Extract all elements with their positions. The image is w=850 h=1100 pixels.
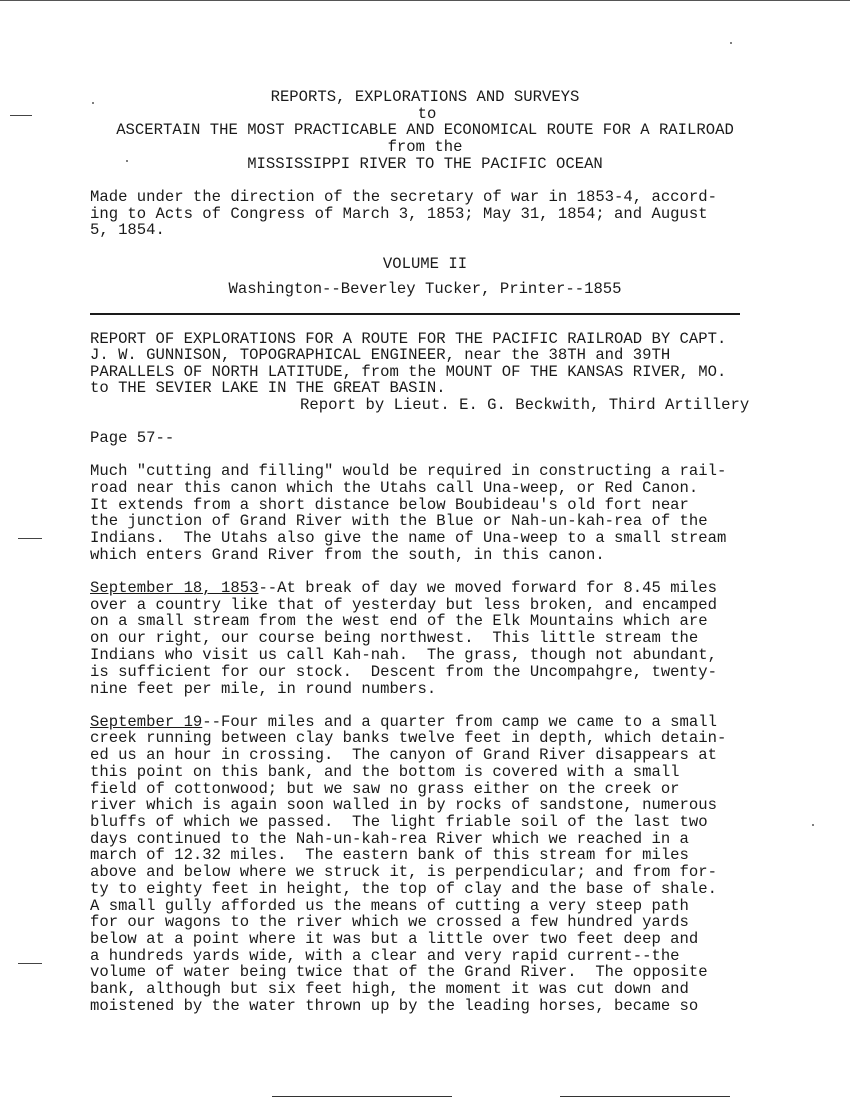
body-line: bluffs of which we passed. The light friable soil of the last two — [90, 813, 708, 831]
entry-date: September 19 — [90, 713, 203, 731]
body-line: ty to eighty feet in height, the top of clay and the base of shale. — [90, 880, 717, 898]
scan-bottom-mark — [272, 1096, 452, 1097]
body-line: Indians. The Utahs also give the name of Una-weep to a small stream — [90, 529, 727, 547]
scan-speck — [126, 160, 128, 162]
body-line: days continued to the Nah-un-kah-rea River which we reached in a — [90, 830, 689, 848]
scan-top-edge — [0, 0, 850, 1]
title-line-5: MISSISSIPPI RIVER TO THE PACIFIC OCEAN — [247, 155, 603, 173]
body-line: field of cottonwood; but we saw no grass either on the creek or — [90, 780, 680, 798]
scan-speck — [812, 824, 814, 826]
body-line: which enters Grand River from the south, in this canon. — [90, 546, 605, 564]
body-line: march of 12.32 miles. The eastern bank of this stream for miles — [90, 846, 689, 864]
body-line: creek running between clay banks twelve feet in depth, which detain- — [90, 729, 727, 747]
body-line: on a small stream from the west end of the Elk Mountains which are — [90, 612, 708, 630]
report-line: J. W. GUNNISON, TOPOGRAPHICAL ENGINEER, near the 38TH and 39TH — [90, 346, 671, 364]
scan-speck — [730, 42, 732, 44]
body-line: moistened by the water thrown up by the leading horses, became so — [90, 997, 699, 1015]
report-line: REPORT OF EXPLORATIONS FOR A ROUTE FOR THE PACIFIC RAILROAD BY CAPT. — [90, 330, 727, 348]
title-line-2: to — [417, 105, 437, 123]
body-line: A small gully afforded us the means of cutting a very steep path — [90, 897, 689, 915]
body-line: river which is again soon walled in by rocks of sandstone, numerous — [90, 796, 717, 814]
body-line: bank, although but six feet high, the moment it was cut down and — [90, 980, 689, 998]
horizontal-rule — [90, 313, 740, 315]
scan-mark — [18, 963, 42, 964]
body-line: above and below where we struck it, is perpendicular; and from for- — [90, 863, 717, 881]
intro-line: ing to Acts of Congress of March 3, 1853; May 31, 1854; and August — [90, 205, 708, 223]
body-line: volume of water being twice that of the Grand River. The opposite — [90, 963, 708, 981]
body-line: over a country like that of yesterday but less broken, and encamped — [90, 596, 717, 614]
report-line: to THE SEVIER LAKE IN THE GREAT BASIN. — [90, 379, 446, 397]
imprint-line: Washington--Beverley Tucker, Printer--1855 — [228, 280, 622, 298]
title-line-3: ASCERTAIN THE MOST PRACTICABLE AND ECONOMICAL ROUTE FOR A RAILROAD — [116, 121, 734, 139]
entry-date: September 18, 1853 — [90, 579, 259, 597]
entry-first-line — [90, 580, 717, 596]
report-author: Report by Lieut. E. G. Beckwith, Third Artillery — [300, 396, 750, 414]
page-reference: Page 57-- — [90, 429, 175, 447]
title-line-4: from the — [387, 138, 463, 156]
report-line: PARALLELS OF NORTH LATITUDE, from the MOUNT OF THE KANSAS RIVER, MO. — [90, 363, 727, 381]
body-line: the junction of Grand River with the Blue or Nah-un-kah-rea of the — [90, 512, 708, 530]
volume-label: VOLUME II — [382, 255, 468, 273]
entry-text: --Four miles and a quarter from camp we came to a small — [202, 713, 717, 731]
body-line: for our wagons to the river which we crossed a few hundred yards — [90, 913, 689, 931]
intro-line: Made under the direction of the secretary of war in 1853-4, accord- — [90, 188, 717, 206]
scan-speck — [92, 102, 94, 104]
body-line: Indians who visit us call Kah-nah. The grass, though not abundant, — [90, 646, 717, 664]
body-line: ed us an hour in crossing. The canyon of Grand River disappears at — [90, 746, 717, 764]
title-line-1: REPORTS, EXPLORATIONS AND SURVEYS — [270, 88, 580, 106]
body-line: Much "cutting and filling" would be required in constructing a rail- — [90, 462, 727, 480]
entry-text: --At break of day we moved forward for 8.45 miles — [258, 579, 717, 597]
scan-mark — [18, 538, 42, 539]
body-line: road near this canon which the Utahs call Una-weep, or Red Canon. — [90, 479, 699, 497]
body-line: this point on this bank, and the bottom is covered with a small — [90, 763, 680, 781]
intro-line: 5, 1854. — [90, 221, 165, 239]
body-line: on our right, our course being northwest. This little stream the — [90, 629, 699, 647]
body-line: below at a point where it was but a little over two feet deep and — [90, 930, 699, 948]
scan-mark — [10, 115, 32, 116]
entry-first-line — [90, 714, 717, 730]
body-line: a hundreds yards wide, with a clear and very rapid current--the — [90, 947, 680, 965]
body-line: is sufficient for our stock. Descent from the Uncompahgre, twenty- — [90, 663, 717, 681]
body-line: It extends from a short distance below Boubideau's old fort near — [90, 496, 689, 514]
body-line: nine feet per mile, in round numbers. — [90, 680, 437, 698]
scan-bottom-mark — [560, 1096, 730, 1097]
